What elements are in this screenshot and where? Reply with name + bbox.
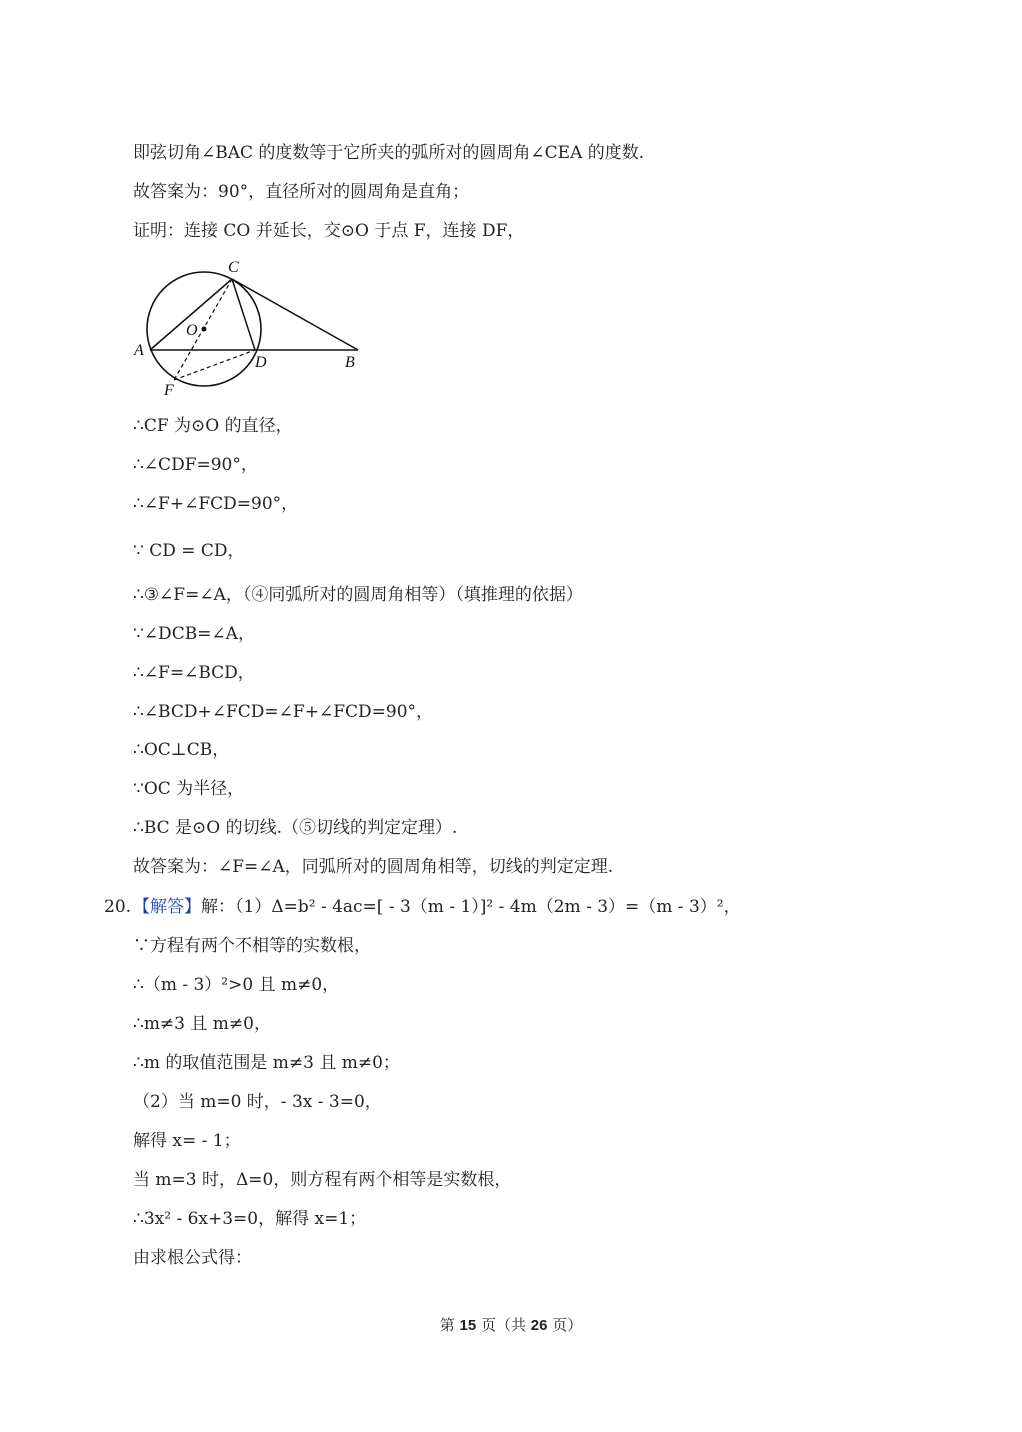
text-line-8: ∴③∠F=∠A，（④同弧所对的圆周角相等）（填推理的依据） [133, 585, 583, 605]
footer-prefix: 第 [439, 1316, 460, 1334]
text-line-6: ∴∠F+∠FCD=90°， [133, 494, 299, 514]
question-number: 20. [104, 897, 132, 917]
line-fd-dashed [174, 350, 255, 380]
question-20-text: 解：（1）Δ=b² - 4ac=[ - 3（m - 1）]² - 4m（2m - 3）=（m - 3）²， [201, 897, 741, 917]
text-line-14: ∴BC 是⊙O 的切线.（⑤切线的判定定理）. [133, 818, 458, 838]
question-20-line [133, 896, 741, 918]
page-footer [0, 1314, 1022, 1335]
geometry-figure [128, 255, 368, 400]
text-line-16: ∵方程有两个不相等的实数根， [133, 936, 371, 956]
total-page-number: 26 [530, 1317, 548, 1334]
text-line-23: ∴3x² - 6x+3=0，解得 x=1； [133, 1209, 367, 1229]
text-line-22: 当 m=3 时，Δ=0，则方程有两个相等是实数根， [133, 1170, 512, 1190]
text-line-10: ∴∠F=∠BCD， [133, 663, 255, 683]
text-line-3: 证明：连接 CO 并延长，交⊙O 于点 F，连接 DF， [133, 221, 525, 241]
text-line-17: ∴（m - 3）²>0 且 m≠0， [133, 975, 340, 995]
text-line-7: ∵ CD = CD， [133, 541, 245, 561]
text-line-19: ∴m 的取值范围是 m≠3 且 m≠0； [133, 1053, 400, 1073]
text-line-4: ∴CF 为⊙O 的直径， [133, 416, 293, 436]
center-point [202, 327, 207, 332]
text-line-24: 由求根公式得： [133, 1248, 252, 1268]
text-line-11: ∴∠BCD+∠FCD=∠F+∠FCD=90°， [133, 702, 434, 722]
label-a: A [134, 342, 144, 359]
text-line-12: ∴OC⊥CB， [133, 740, 230, 760]
label-b: B [345, 354, 355, 371]
text-line-21: 解得 x= - 1； [133, 1131, 241, 1151]
footer-suffix: 页） [547, 1316, 583, 1334]
text-line-9: ∵∠DCB=∠A， [133, 624, 255, 644]
text-line-18: ∴m≠3 且 m≠0， [133, 1014, 271, 1034]
label-o: O [186, 322, 198, 339]
answer-tag: 【解答】 [133, 897, 201, 917]
text-line-15: 故答案为：∠F=∠A，同弧所对的圆周角相等，切线的判定定理. [133, 857, 614, 877]
label-c: C [228, 259, 239, 276]
text-line-1: 即弦切角∠BAC 的度数等于它所夹的弧所对的圆周角∠CEA 的度数. [133, 143, 645, 163]
current-page-number: 15 [459, 1317, 477, 1334]
text-line-20: （2）当 m=0 时，- 3x - 3=0， [133, 1092, 382, 1112]
text-line-13: ∵OC 为半径， [133, 779, 245, 799]
footer-middle: 页（共 [476, 1316, 531, 1334]
label-d: D [255, 354, 267, 371]
label-f: F [164, 382, 174, 399]
text-line-2: 故答案为：90°，直径所对的圆周角是直角； [133, 182, 470, 202]
text-line-5: ∴∠CDF=90°， [133, 455, 258, 475]
